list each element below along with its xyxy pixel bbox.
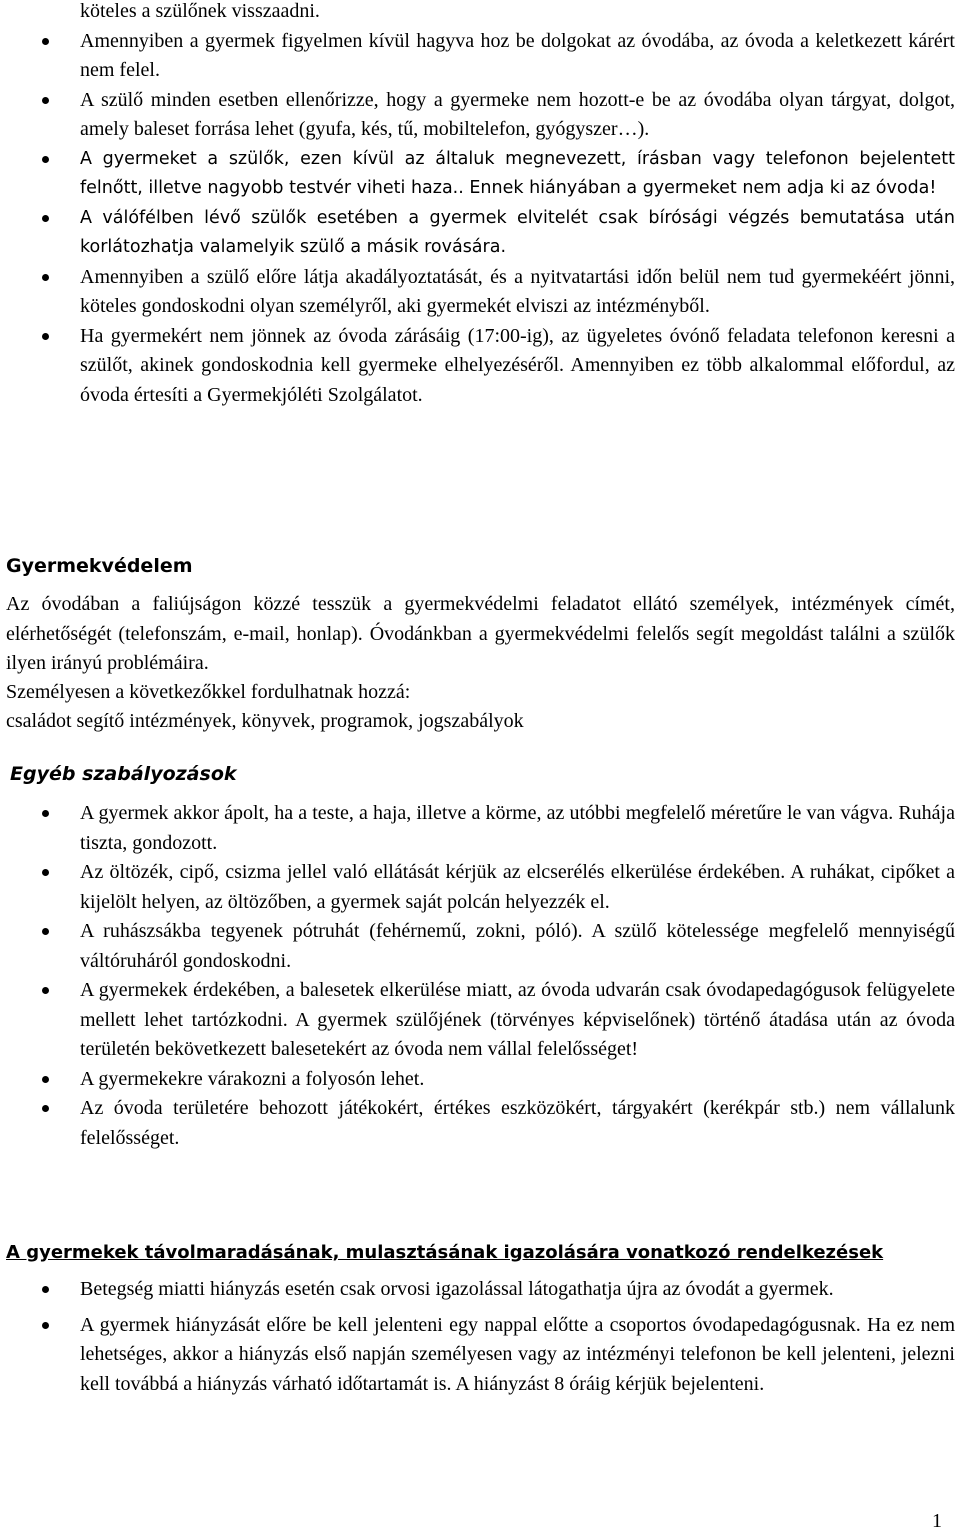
section-heading-egyeb: Egyéb szabályozások (10, 763, 237, 785)
list-item: A ruhászsákba tegyenek pótruhát (fehérnemű, zokni, póló). A szülő kötelessége megfelelő mennyiségű váltóruháról gondoskodni. (0, 917, 960, 976)
list-item: Amennyiben a gyermek figyelmen kívül hagyva hoz be dolgokat az óvodába, az óvoda a keletkezett kárért nem felel. (0, 27, 960, 86)
list-item: Az öltözék, cipő, csizma jellel való ellátását kérjük az elcserélés elkerülése érdekében. A ruhákat, cipőket a kijelölt helyen, az öltözőben, a gyermek saját polcán helyezzék el. (0, 858, 960, 917)
list-item: A szülő minden esetben ellenőrizze, hogy a gyermeke nem hozott-e be az óvodába olyan tárgyat, dolgot, amely baleset forrása lehet (gyufa, kés, tű, mobiltelefon, gyógyszer…). (0, 86, 960, 145)
gyermekvedelem-line-2: családot segítő intézmények, könyvek, programok, jogszabályok (6, 710, 524, 732)
list-item: A válófélben lévő szülők esetében a gyermek elvitelét csak bírósági végzés bemutatása után korlátozhatja valamelyik szülő a másik rovására. (0, 204, 960, 263)
list-item: A gyermekekre várakozni a folyosón lehet. (0, 1065, 960, 1095)
section-heading-gyermekvedelem: Gyermekvédelem (6, 555, 193, 577)
list-item: A gyermeket a szülők, ezen kívül az általuk megnevezett, írásban vagy telefonon bejelentett felnőtt, illetve nagyobb testvér viheti haza.. Ennek hiányában a gyermeket nem adja ki az óvoda! (0, 145, 960, 204)
section-heading-tavolmaradas: A gyermekek távolmaradásának, mulasztásának igazolására vonatkozó rendelkezések (6, 1242, 884, 1263)
list-item: A gyermekek érdekében, a balesetek elkerülése miatt, az óvoda udvarán csak óvodapedagógusok felügyelete mellett lehet tartózkodni. A gyermek szülőjének (törvényes képviselőnek) történő átadása után az óvoda területén bekövetkezett balesetekért az óvoda nem vállal felelősséget! (0, 976, 960, 1065)
list-item: Ha gyermekért nem jönnek az óvoda zárásáig (17:00-ig), az ügyeletes óvónő feladata telefonon keresni a szülőt, akinek gondoskodnia kell gyermeke elhelyezéséről. Amennyiben ez több alkalommal előfordul, az óvoda értesíti a Gyermekjóléti Szolgálatot. (0, 322, 960, 411)
list-item: Amennyiben a szülő előre látja akadályoztatását, és a nyitvatartási időn belül nem tud gyermekéért jönni, köteles gondoskodni olyan személyről, aki gyermekét elviszi az intézményből. (0, 263, 960, 322)
list-item: Az óvoda területére behozott játékokért, értékes eszközökért, tárgyakért (kerékpár stb.) nem vállalunk felelősséget. (0, 1094, 960, 1153)
list-item: A gyermek akkor ápolt, ha a teste, a haja, illetve a körme, az utóbbi megfelelő méretűre le van vágva. Ruhája tiszta, gondozott. (0, 799, 960, 858)
top-bullet-list (0, 0, 960, 410)
page-number: 1 (932, 1510, 942, 1532)
list-item: A gyermek hiányzását előre be kell jelenteni egy nappal előtte a csoportos óvodapedagógusnak. Ha ez nem lehetséges, akkor a hiányzás első napján személyesen vagy az intézményi telefonon be kell jelenteni, jelezni kell továbbá a hiányzás várható időtartamát is. A hiányzást 8 óráig kérjük bejelenteni. (0, 1311, 960, 1400)
tavolmaradas-bullet-list (0, 1275, 960, 1399)
list-item: Betegség miatti hiányzás esetén csak orvosi igazolással látogathatja újra az óvodát a gyermek. (0, 1275, 960, 1305)
gyermekvedelem-line-1: Személyesen a következőkkel fordulhatnak hozzá: (6, 681, 411, 703)
gyermekvedelem-paragraph: Az óvodában a faliújságon közzé tesszük a gyermekvédelmi feladatot ellátó személyek, intézmények címét, elérhetőségét (telefonszám, e-mail, honlap). Óvodánkban a gyermekvédelmi felelős segít megoldást találni a szülők ilyen irányú problémáira. (6, 593, 955, 674)
list-item: köteles a szülőnek visszaadni. (80, 0, 320, 22)
egyeb-bullet-list (0, 799, 960, 1153)
